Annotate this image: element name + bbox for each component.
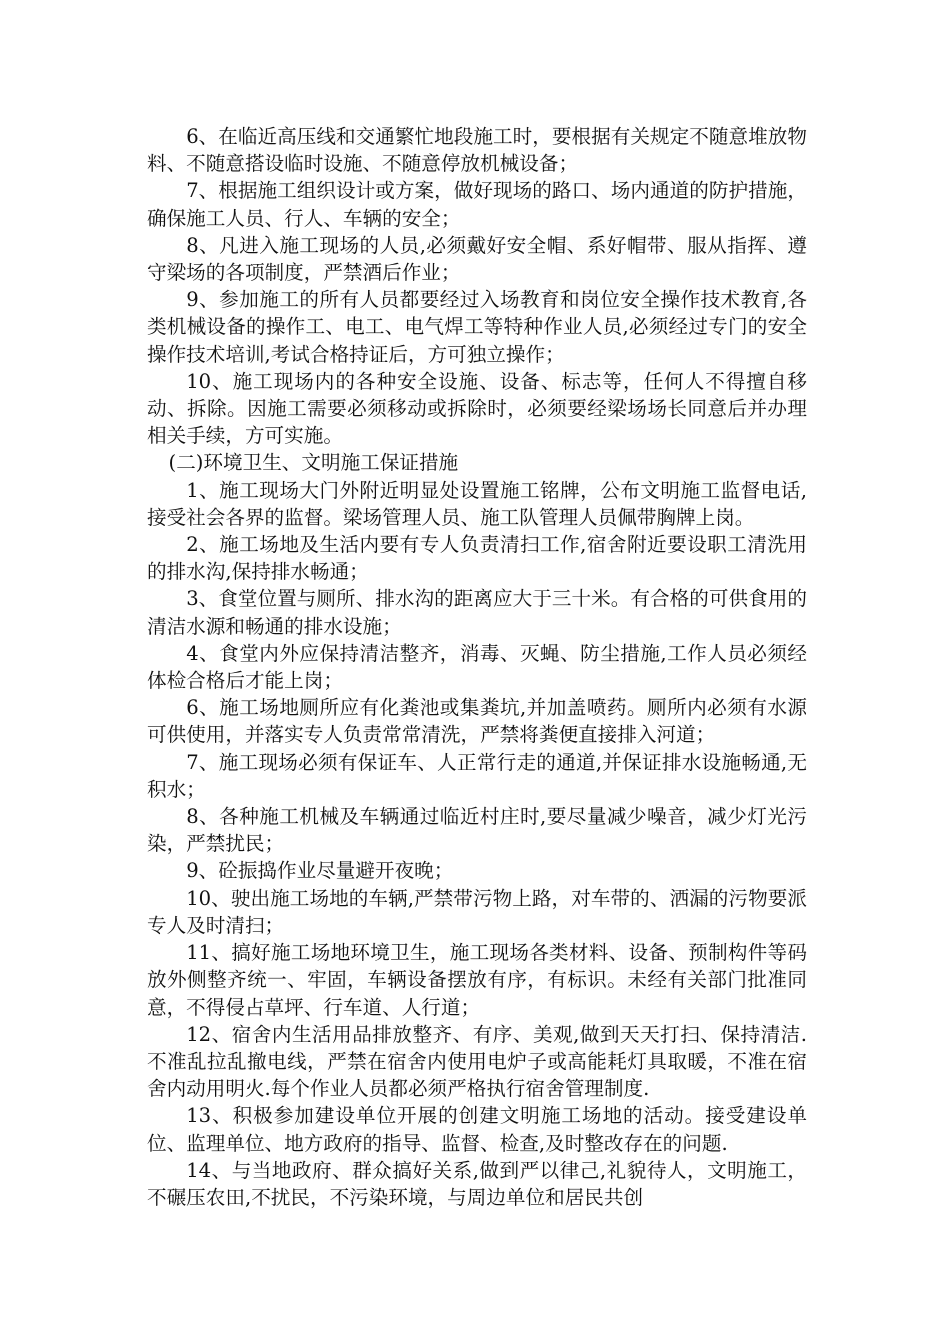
section-paragraph-13: 13、积极参加建设单位开展的创建文明施工场地的活动。接受建设单位、监理单位、地方政府的指导、监督、检查,及时整改存在的问题. bbox=[147, 1104, 807, 1155]
section-paragraph-1: 1、施工现场大门外附近明显处设置施工铭牌，公布文明施工监督电话,接受社会各界的监督。梁场管理人员、施工队管理人员佩带胸牌上岗。 bbox=[147, 478, 807, 529]
paragraph-8: 8、凡进入施工现场的人员,必须戴好安全帽、系好帽带、服从指挥、遵守梁场的各项制度，严禁酒后作业； bbox=[147, 233, 807, 285]
section-paragraph-14: 14、与当地政府、群众搞好关系,做到严以律己,礼貌待人，文明施工，不碾压农田,不扰民，不污染环境，与周边单位和居民共创 bbox=[147, 1158, 807, 1209]
document-body bbox=[147, 123, 807, 1211]
paragraph-6: 6、在临近高压线和交通繁忙地段施工时，要根据有关规定不随意堆放物料、不随意搭设临时设施、不随意停放机械设备； bbox=[147, 125, 807, 176]
paragraph-7: 7、根据施工组织设计或方案，做好现场的路口、场内通道的防护措施，确保施工人员、行人、车辆的安全； bbox=[147, 179, 807, 230]
section-paragraph-6: 6、施工场地厕所应有化粪池或集粪坑,并加盖喷药。厕所内必须有水源可供使用，并落实专人负责常常清洗，严禁将粪便直接排入河道； bbox=[147, 696, 807, 747]
section-paragraph-10: 10、驶出施工场地的车辆,严禁带污物上路，对车带的、洒漏的污物要派专人及时清扫； bbox=[147, 886, 807, 937]
section-paragraph-8: 8、各种施工机械及车辆通过临近村庄时,要尽量减少噪音，减少灯光污染，严禁扰民； bbox=[147, 805, 807, 856]
section-paragraph-12: 12、宿舍内生活用品排放整齐、有序、美观,做到天天打扫、保持清洁.不准乱拉乱撤电线，严禁在宿舍内使用电炉子或高能耗灯具取暖，不准在宿舍内动用明火.每个作业人员都必须严格执行宿舍管理制度. bbox=[147, 1022, 807, 1101]
section-paragraph-11: 11、搞好施工场地环境卫生，施工现场各类材料、设备、预制构件等码放外侧整齐统一、牢固，车辆设备摆放有序，有标识。未经有关部门批准同意，不得侵占草坪、行车道、人行道； bbox=[147, 941, 807, 1019]
section-heading: (二)环境卫生、文明施工保证措施 bbox=[168, 451, 459, 475]
section-paragraph-4: 4、食堂内外应保持清洁整齐，消毒、灭蝇、防尘措施,工作人员必须经体检合格后才能上岗； bbox=[147, 641, 807, 693]
paragraph-10: 10、施工现场内的各种安全设施、设备、标志等，任何人不得擅自移动、拆除。因施工需要必须移动或拆除时，必须要经梁场场长同意后并办理相关手续，方可实施。 bbox=[147, 369, 807, 448]
section-paragraph-7: 7、施工现场必须有保证车、人正常行走的通道,并保证排水设施畅通,无积水； bbox=[147, 750, 807, 801]
section-paragraph-3: 3、食堂位置与厕所、排水沟的距离应大于三十米。有合格的可供食用的清洁水源和畅通的排水设施； bbox=[147, 587, 807, 638]
paragraph-9: 9、参加施工的所有人员都要经过入场教育和岗位安全操作技术教育,各类机械设备的操作工、电工、电气焊工等特种作业人员,必须经过专门的安全操作技术培训,考试合格持证后，方可独立操作； bbox=[147, 288, 807, 366]
section-paragraph-2: 2、施工场地及生活内要有专人负责清扫工作,宿舍附近要设职工清洗用的排水沟,保持排水畅通； bbox=[147, 533, 807, 584]
section-paragraph-9: 9、砼振捣作业尽量避开夜晚； bbox=[186, 859, 454, 883]
